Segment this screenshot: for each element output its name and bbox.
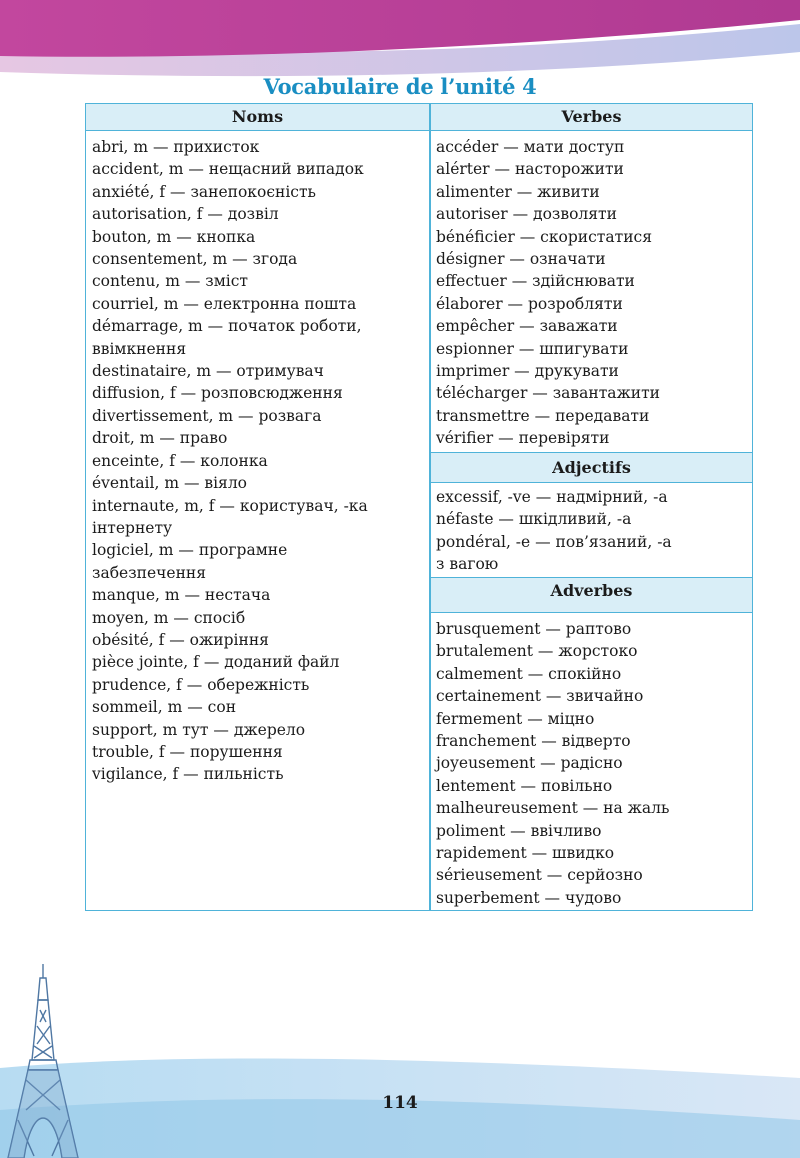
header-verbes: Verbes (431, 104, 752, 131)
verbes-entry: effectuer — здійснювати (436, 272, 635, 291)
noms-entry: droit, m — право (92, 429, 228, 448)
top-banner (0, 0, 800, 80)
verbes-entry: télécharger — завантажити (436, 384, 661, 403)
noms-entry: obésité, f — ожиріння (92, 630, 269, 649)
noms-entry: vigilance, f — пильність (92, 765, 284, 784)
noms-entry: contenu, m — зміст (92, 272, 248, 291)
verbes-entry: alimenter — живити (436, 182, 600, 201)
noms-entry: accident, m — нещасний випадок (92, 160, 364, 179)
verbes-entry: vérifier — перевіряти (436, 429, 610, 448)
header-adverbes: Adverbes (431, 577, 752, 613)
adverbes-entry: joyeusement — радісно (436, 754, 623, 773)
verbes-entry: alérter — насторожити (436, 160, 624, 179)
noms-entry: manque, m — нестача (92, 586, 271, 605)
noms-entry: moyen, m — спосіб (92, 608, 246, 627)
adverbes-entry: certainement — звичайно (436, 687, 644, 706)
noms-entry: інтернету (92, 518, 173, 537)
noms-entry: consentement, m — згода (92, 250, 298, 269)
column-divider (429, 104, 431, 910)
adjectifs-entry: з вагою (436, 555, 499, 574)
page-title: Vocabulaire de l’unité 4 (263, 74, 537, 99)
adverbes-entry: lentement — повільно (436, 776, 613, 795)
verbes-entry: empêcher — заважати (436, 317, 618, 336)
noms-entry: sommeil, m — сон (92, 698, 237, 717)
noms-entry: abri, m — прихисток (92, 138, 260, 156)
noms-entry: pièce jointe, f — доданий файл (92, 653, 340, 672)
noms-entry: démarrage, m — початок роботи, (92, 317, 362, 336)
noms-entry: ввімкнення (92, 339, 187, 358)
header-noms: Noms (86, 104, 429, 131)
noms-entry: diffusion, f — розповсюдження (92, 384, 343, 403)
noms-entry: enceinte, f — колонка (92, 451, 268, 470)
header-adjectifs: Adjectifs (431, 452, 752, 483)
adverbes-entry: rapidement — швидко (436, 844, 615, 863)
noms-entry: trouble, f — порушення (92, 742, 283, 761)
adjectifs-entry: néfaste — шкідливий, -а (436, 510, 632, 529)
noms-list (92, 136, 368, 786)
adverbes-entry: franchement — відверто (436, 732, 631, 751)
noms-entry: autorisation, f — дозвіл (92, 205, 279, 224)
adjectifs-list (436, 486, 672, 576)
adverbes-entry: poliment — ввічливо (436, 821, 602, 840)
noms-entry: bouton, m — кнопка (92, 227, 256, 246)
adverbes-entry: superbement — чудово (436, 888, 622, 907)
verbes-entry: autoriser — дозволяти (436, 205, 617, 224)
verbes-entry: transmettre — передавати (436, 406, 650, 425)
verbes-list (436, 136, 660, 450)
verbes-entry: accéder — мати доступ (436, 138, 625, 156)
verbes-entry: espionner — шпигувати (436, 339, 629, 358)
verbes-entry: élaborer — розробляти (436, 294, 623, 313)
eiffel-tower-icon (0, 960, 110, 1158)
noms-entry: destinataire, m — отримувач (92, 362, 324, 381)
noms-entry: internaute, m, f — користувач, -ка (92, 496, 368, 515)
verbes-entry: désigner — означати (436, 250, 606, 269)
noms-entry: anxiété, f — занепокоєність (92, 182, 316, 201)
adverbes-entry: sérieusement — серйозно (436, 866, 643, 885)
adjectifs-entry: pondéral, -e — пов’язаний, -а (436, 532, 672, 551)
adjectifs-entry: excessif, -ve — надмірний, -а (436, 488, 668, 506)
noms-entry: logiciel, m — програмне (92, 541, 288, 560)
verbes-entry: bénéficier — скористатися (436, 227, 652, 246)
adverbes-list (436, 618, 669, 909)
noms-entry: divertissement, m — розвага (92, 406, 322, 425)
adverbes-entry: calmement — спокійно (436, 664, 622, 683)
verbes-entry: imprimer — друкувати (436, 362, 619, 381)
page-number: 114 (382, 1093, 418, 1113)
vocabulary-table (85, 103, 753, 911)
adverbes-entry: brutalement — жорстоко (436, 642, 638, 661)
noms-entry: éventail, m — віяло (92, 474, 248, 493)
noms-entry: забезпечення (92, 563, 207, 582)
adverbes-entry: fermement — міцно (436, 709, 595, 728)
noms-entry: support, m тут — джерело (92, 720, 306, 739)
noms-entry: prudence, f — обережність (92, 675, 310, 694)
adverbes-entry: malheureusement — на жаль (436, 799, 670, 818)
adverbes-entry: brusquement — раптово (436, 620, 632, 638)
noms-entry: courriel, m — електронна пошта (92, 294, 357, 313)
